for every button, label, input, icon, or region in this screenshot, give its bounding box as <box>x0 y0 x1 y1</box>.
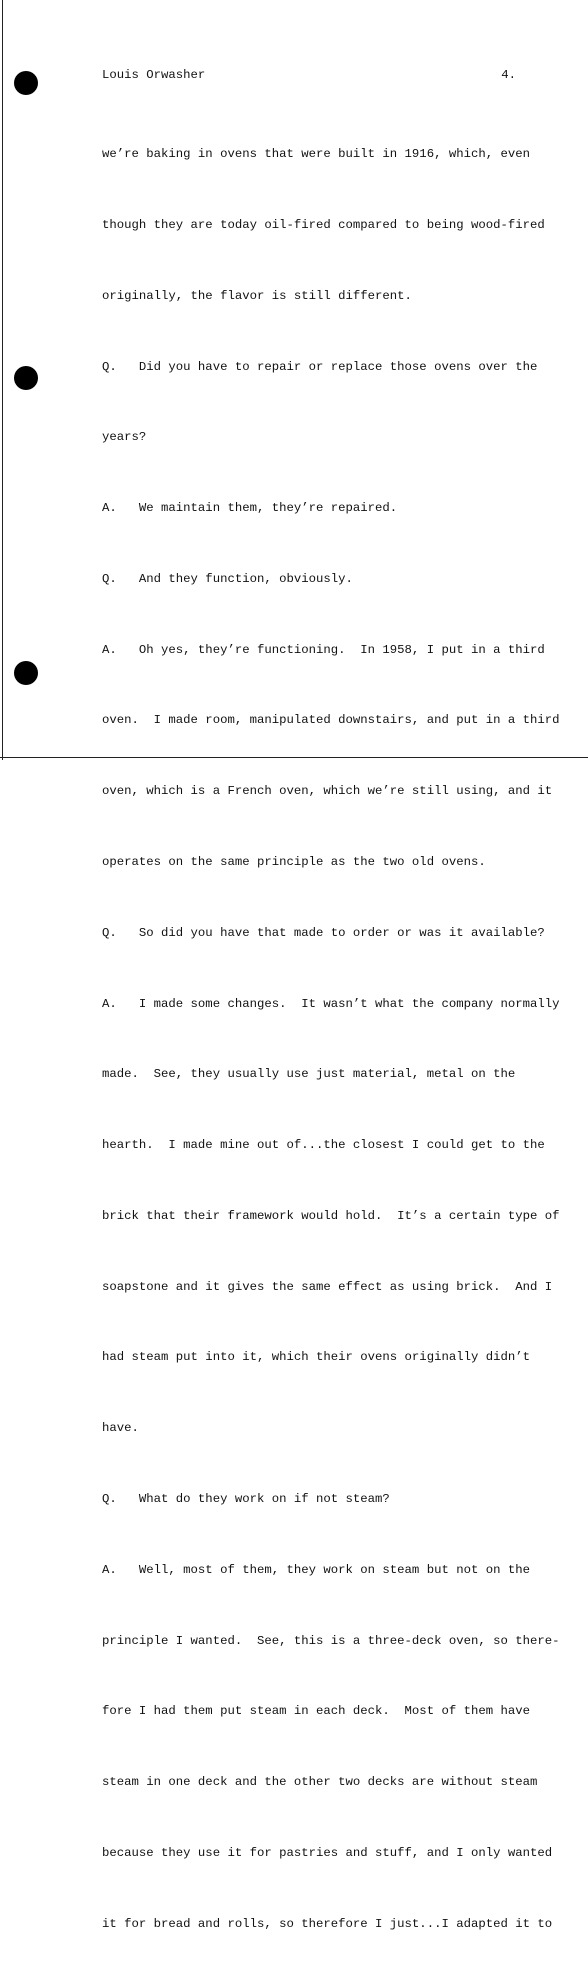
page-header <box>102 64 516 86</box>
binder-hole-middle <box>14 366 38 390</box>
transcript-line: principle I wanted. See, this is a three-deck oven, so there- <box>102 1633 560 1648</box>
transcript-line: had steam put into it, which their ovens originally didn’t <box>102 1350 531 1365</box>
binder-hole-top <box>14 71 38 95</box>
header-page-number: 4. <box>501 68 516 82</box>
transcript-line: soapstone and it gives the same effect as using brick. And I <box>102 1279 553 1294</box>
transcript-line: hearth. I made mine out of...the closest I could get to the <box>102 1138 545 1153</box>
transcript-line: steam in one deck and the other two decks are without steam <box>102 1775 538 1790</box>
transcript-line: Q. So did you have that made to order or was it available? <box>102 925 545 940</box>
transcript-line: A. I made some changes. It wasn’t what the company normally <box>102 996 560 1011</box>
transcript-line: A. Well, most of them, they work on steam but not on the <box>102 1562 531 1577</box>
transcript-line: have. <box>102 1421 139 1436</box>
page-left-edge <box>2 0 3 760</box>
transcript-line: because they use it for pastries and stuff, and I only wanted <box>102 1845 553 1860</box>
transcript-line: A. Oh yes, they’re functioning. In 1958, I put in a third <box>102 642 545 657</box>
transcript-line: we’re baking in ovens that were built in 1916, which, even <box>102 147 531 162</box>
binder-hole-bottom <box>14 661 38 685</box>
transcript-line: Q. And they function, obviously. <box>102 571 353 586</box>
transcript-line: oven, which is a French oven, which we’re still using, and it <box>102 784 553 799</box>
transcript-line: brick that their framework would hold. It’s a certain type of <box>102 1208 560 1223</box>
transcript-line: years? <box>102 430 147 445</box>
header-interviewee-name: Louis Orwasher <box>102 68 206 82</box>
transcript-line: originally, the flavor is still different. <box>102 288 412 303</box>
transcript-line: fore I had them put steam in each deck. Most of them have <box>102 1704 531 1719</box>
transcript-line: A. We maintain them, they’re repaired. <box>102 501 398 516</box>
transcript-line: made. See, they usually use just material, metal on the <box>102 1067 516 1082</box>
transcript-line: though they are today oil-fired compared to being wood-fired <box>102 217 545 232</box>
transcript-body <box>102 96 560 1984</box>
transcript-line: Q. What do they work on if not steam? <box>102 1492 390 1507</box>
transcript-line: operates on the same principle as the two old ovens. <box>102 855 486 869</box>
transcript-line: Q. Did you have to repair or replace those ovens over the <box>102 359 538 374</box>
transcript-line: it for bread and rolls, so therefore I just...I adapted it to <box>102 1916 553 1931</box>
transcript-line: oven. I made room, manipulated downstairs, and put in a third <box>102 713 560 728</box>
